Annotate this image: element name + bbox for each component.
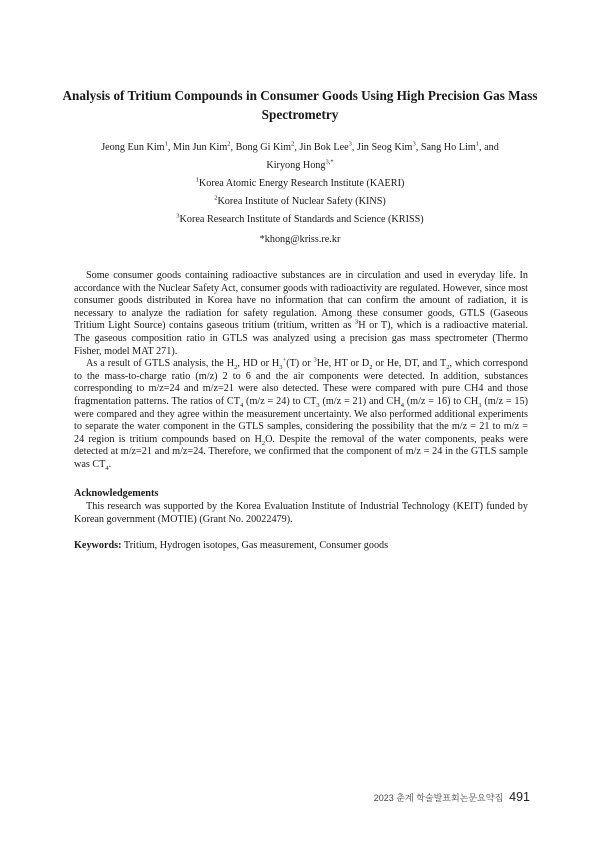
footer-proceedings-title: 2023 춘계 학술발표회논문요약집 [373, 793, 504, 803]
affiliation-2: $^2$Korea Institute of Nuclear Safety (KINS) [214, 194, 386, 207]
acknowledgements-heading: Acknowledgements [74, 488, 159, 499]
keywords-line [74, 540, 388, 551]
corresponding-email: *khong@kriss.re.kr [259, 234, 341, 245]
abstract-body [74, 270, 528, 472]
page-number: 491 [509, 790, 530, 804]
keywords-text: Tritium, Hydrogen isotopes, Gas measurement, Consumer goods [121, 540, 389, 551]
author-line-1: Jeong Eun Kim$^1$, Min Jun Kim$^2$, Bong Gi Kim$^2$, Jin Bok Lee$^3$, Jin Seog Kim$^3$, Sang Ho Lim$^1$, and [101, 140, 499, 153]
affiliation-3: $^3$Korea Research Institute of Standards and Science (KRISS) [176, 212, 424, 225]
abstract-paragraph-1: Some consumer goods containing radioactive substances are in circulation and used in everyday life. In accordance with the Nuclear Safety Act, consumer goods with radioactivity are regulated. However, since most consumer goods distributed in Korea have no information that can confirm the amount of radiation, it is necessary to analyze the radiation for safety regulation. Among these consumer goods, GTLS (Gaseous Tritium Light Source) contains gaseous tritium (tritium, written as $^3$H or T), which is a radioactive material. The gaseous composition ratio in GTLS was analyzed using a precision gas mass spectrometer (Thermo Fisher, model MAT 271). [74, 270, 528, 357]
paper-title: Analysis of Tritium Compounds in Consumer Goods Using High Precision Gas Mass Spectrometry [62, 88, 538, 122]
abstract-paragraph-2: As a result of GTLS analysis, the $H_2$, HD or $H_3^+(T)$ or $^3$He, HT or $D_2$ or He, DT, and $T_2$, which correspond to the mass-to-charge ratio (m/z) 2 to 6 and the air components were detected. In addition, substances corresponding to m/z=24 and m/z=21 were also detected. These were compared with pure CH4 and those fragmentation patterns. The ratios of $CT_4$ (m/z = 24) to $CT_3$ (m/z = 21) and $CH_4$ (m/z = 16) to $CH_3$ (m/z = 15) were compared and they agree within the measurement uncertainty. We also performed additional experiments to separate the water component in the GTLS samples, considering the possibility that the m/z = 21 to m/z = 24 region is tritium compounds based on $H_2O$. Despite the removal of the water components, peaks were detected at m/z=21 and m/z=24. Therefore, we confirmed that the component of m/z = 24 in the GTLS sample was $CT_4$. [74, 356, 529, 472]
keywords-label: Keywords: [74, 540, 122, 551]
author-line-2: Kiryong Hong$^{3,*}$ [266, 158, 334, 171]
affiliation-1: $^1$Korea Atomic Energy Research Institute (KAERI) [195, 176, 405, 189]
page-footer [374, 790, 530, 804]
author-list [60, 139, 540, 175]
acknowledgements-text: This research was supported by the Korea Evaluation Institute of Industrial Technology (KEIT) funded by Korean government (MOTIE) (Grant No. 20022479). [74, 501, 528, 525]
